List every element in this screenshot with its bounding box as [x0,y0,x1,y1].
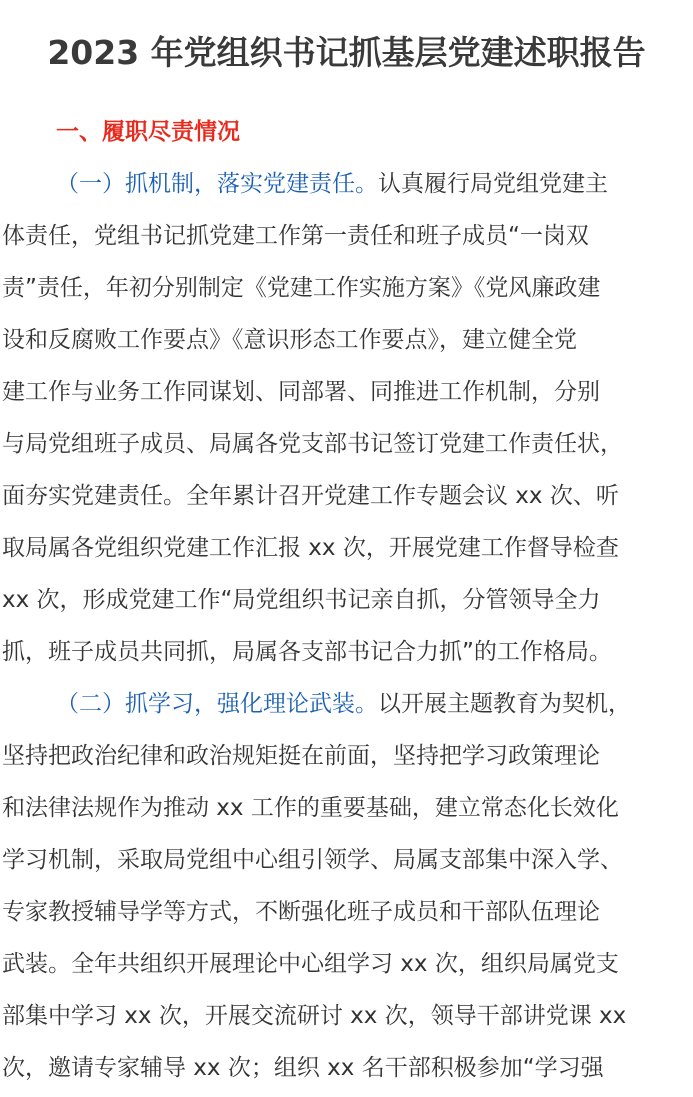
paragraph-1-line-2: 体责任，党组书记抓党建工作第一责任和班子成员“一岗双 [2,223,589,249]
paragraph-1-line-10: 抓，班子成员共同抓，局属各支部书记合力抓”的工作格局。 [2,639,612,665]
document-title: 2023 年党组织书记抓基层党建述职报告 [47,33,646,72]
paragraph-1-line-8: 取局属各党组织党建工作汇报 xx 次，开展党建工作督导检查 [2,535,619,561]
subheading-1: （一）抓机制，落实党建责任。 [56,171,378,197]
subheading-2: （二）抓学习，强化理论武装。 [56,691,378,717]
paragraph-1-line-6: 与局党组班子成员、局属各党支部书记签订党建工作责任状， [2,431,623,457]
paragraph-1-line-5: 建工作与业务工作同谋划、同部署、同推进工作机制，分别 [2,379,600,405]
paragraph-2-line-6: 武装。全年共组织开展理论中心组学习 xx 次，组织局属党支 [2,951,619,977]
paragraph-1-line-7: 面夯实党建责任。全年累计召开党建工作专题会议 xx 次、听 [2,483,619,509]
section-heading-1: 一、履职尽责情况 [56,119,240,145]
paragraph-1-line-3: 责”责任，年初分别制定《党建工作实施方案》《党风廉政建 [2,275,601,301]
paragraph-2-line-1 [56,686,693,722]
paragraph-1-line-1 [56,166,693,202]
paragraph-2-line-8: 次，邀请专家辅导 xx 次；组织 xx 名干部积极参加“学习强 [2,1055,604,1081]
paragraph-2-line-2: 坚持把政治纪律和政治规矩挺在前面，坚持把学习政策理论 [2,743,600,769]
paragraph-2-text-start: 以开展主题教育为契机， [378,691,631,717]
paragraph-2-line-5: 专家教授辅导学等方式，不断强化班子成员和干部队伍理论 [2,899,600,925]
paragraph-1-line-9: xx 次，形成党建工作“局党组织书记亲自抓，分管领导全力 [2,587,601,613]
paragraph-2-line-4: 学习机制，采取局党组中心组引领学、局属支部集中深入学、 [2,847,623,873]
paragraph-2-line-7: 部集中学习 xx 次，开展交流研讨 xx 次，领导干部讲党课 xx [2,1003,627,1029]
paragraph-1-line-4: 设和反腐败工作要点》《意识形态工作要点》，建立健全党 [2,327,577,353]
paragraph-2-line-3: 和法律法规作为推动 xx 工作的重要基础，建立常态化长效化 [2,795,619,821]
paragraph-1-text-start: 认真履行局党组党建主 [378,171,608,197]
